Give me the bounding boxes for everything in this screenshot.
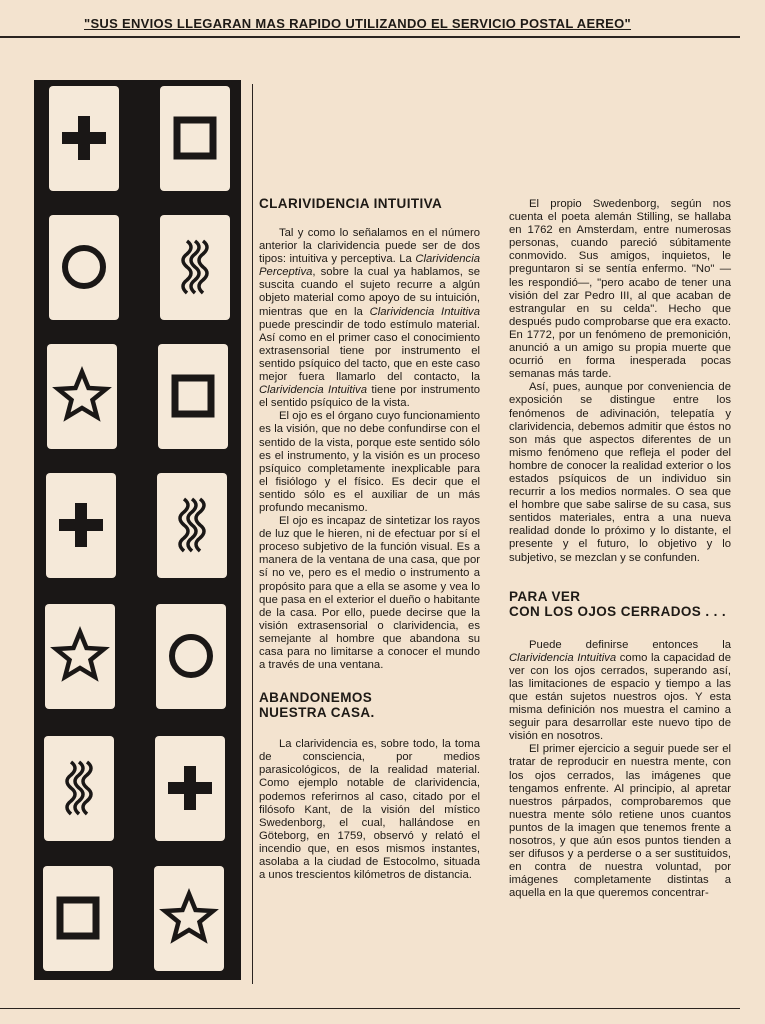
section-heading: ABANDONEMOS NUESTRA CASA.	[259, 690, 375, 721]
paragraph: La clarividencia es, sobre todo, la toma de consciencia, por medios parasicológicos, de la realidad material. Como ejemplo notable de clarividencia, podemos referirnos al caso, citado por el filósofo Kant, de la visión del místico Swedenborg, el cual, hallándose en Göteborg, en 1759, observó y relató el incendio que, en esos mismos instantes, asolaba a la ciudad de Estocolmo, situada a unos trescientos kilómetros de distancia.	[259, 738, 480, 882]
square-icon	[165, 108, 225, 168]
paragraph: Tal y como lo señalamos en el número anterior la clarividencia puede ser de dos tipos: intuitiva y perceptiva. La Clarividencia Perceptiva, sobre la cual ya hablamos, se suscita cuando el sujeto recurre a algún objeto material como apoyo de su intuición, mientras que en la Clarividencia Intuitiva puede prescindir de todo estímulo material. Así como en el primer caso el conocimiento extrasensorial tiene por instrumento el sentido psíquico del tacto, que en este caso mejor fuera llamarlo del contacto, la Clarividencia Intuitiva tiene por instrumento el sentido psíquico de la vista.	[259, 227, 481, 410]
column-divider	[252, 84, 253, 984]
footer-rule	[0, 1008, 740, 1009]
waves-icon	[49, 758, 109, 818]
esp-card	[44, 736, 114, 841]
paragraph: El ojo es el órgano cuyo funcionamiento es la visión, que no debe confundirse con el sentido de la vista, porque este sentido sólo es el instrumento, y la visión es un proceso psíquico completamente inexplicable para el fisiólogo y el físico. Es decir que el sentido sólo es el auxiliar de un más profundo mecanismo.	[259, 410, 480, 514]
paragraph: Así, pues, aunque por conveniencia de exposición se distingue entre los fenómenos de adivinación, telepatía y clarividencia, debemos admitir que éstos no son más que aspectos diferentes de un mismo fenómeno que refleja el poder del hombre de conocer la realidad exterior o los estados psíquicos de un individuo sin recurrir a los medios normales. O sea que el hombre que sabe salirse de su casa, sus sentidos materiales, entra a una nueva realidad donde lo próximo y lo distante, el presente y el futuro, lo objetivo y lo subjetivo, se mezclan y se confunden.	[509, 381, 731, 564]
esp-card	[49, 86, 119, 191]
circle-icon	[54, 237, 114, 297]
star-icon	[159, 888, 219, 948]
section-heading: PARA VER CON LOS OJOS CERRADOS . . .	[509, 588, 727, 619]
esp-card	[157, 473, 227, 578]
paragraph: El ojo es incapaz de sintetizar los rayos de luz que le hieren, ni de efectuar por sí el proceso subjetivo de la función visual. Es a manera de la ventana de una casa, que por sí no ve, pero es el medio o instrumento a propósito para que a ella se asome y vea lo que pasa en el exterior el dueño o habitante de la casa. Por ello, puede decirse que la visión extrasensorial o clarividencia, es semejante al hombre que abandona su casa para no limitarse a conocer el mundo a través de una ventana.	[259, 515, 480, 672]
running-header: "SUS ENVIOS LLEGARAN MAS RAPIDO UTILIZANDO EL SERVICIO POSTAL AEREO"	[84, 16, 632, 31]
esp-card	[43, 866, 113, 971]
esp-card	[158, 344, 228, 449]
waves-icon	[162, 495, 222, 555]
circle-icon	[161, 626, 221, 686]
article-column-left	[259, 196, 480, 882]
star-icon	[52, 366, 112, 426]
esp-card	[45, 604, 115, 709]
esp-card	[155, 736, 225, 841]
article-column-right	[509, 198, 731, 901]
cross-icon	[160, 758, 220, 818]
esp-card	[49, 215, 119, 320]
star-icon	[50, 626, 110, 686]
esp-card	[154, 866, 224, 971]
square-icon	[163, 366, 223, 426]
esp-card	[160, 86, 230, 191]
paragraph: El primer ejercicio a seguir puede ser el tratar de reproducir en nuestra mente, con los ojos cerrados, las imágenes que tengamos enfrente. Al principio, al apretar nuestros párpados, comprobaremos que nuestra mente sólo retiene unos cuantos puntos de la imagen que tenemos frente a nosotros, y que aún esos puntos tienden a ser difusos y a perderse o a ser sustituidos, en contra de nuestra voluntad, por imágenes completamente distintas a aquella en la que queremos concentrar-	[509, 743, 731, 900]
esp-card	[47, 344, 117, 449]
cross-icon	[51, 495, 111, 555]
esp-card	[46, 473, 116, 578]
esp-card-strip	[34, 80, 241, 980]
paragraph: Puede definirse entonces la Clarividencia Intuitiva como la capacidad de ver con los ojos cerrados, superando así, las limitaciones de espacio y tiempo a las que están sujetos nuestros ojos. Y esta misma definición nos muestra el camino a seguir para desarrollar este nuevo tipo de visión en nosotros.	[509, 638, 731, 743]
esp-card	[156, 604, 226, 709]
header-rule	[0, 36, 740, 38]
esp-card	[160, 215, 230, 320]
paragraph: El propio Swedenborg, según nos cuenta el poeta alemán Stilling, se hallaba en 1762 en Amsterdam, entre numerosas personas, cuando pareció súbitamente conmovido. Sus amigos, inquietos, le preguntaron si se sentía enfermo. "No" —les respondió—, "pero acabo de tener una visión del zar Pedro III, al que acaban de estrangular en su celda". Hecho que después pudo comprobarse que era exacto. En 1772, por un fenómeno de premonición, anunció a un amigo su propia muerte que ocurrió en forma inesperada pocas semanas más tarde.	[509, 198, 731, 381]
square-icon	[48, 888, 108, 948]
waves-icon	[165, 237, 225, 297]
section-heading: CLARIVIDENCIA INTUITIVA	[259, 196, 443, 211]
cross-icon	[54, 108, 114, 168]
